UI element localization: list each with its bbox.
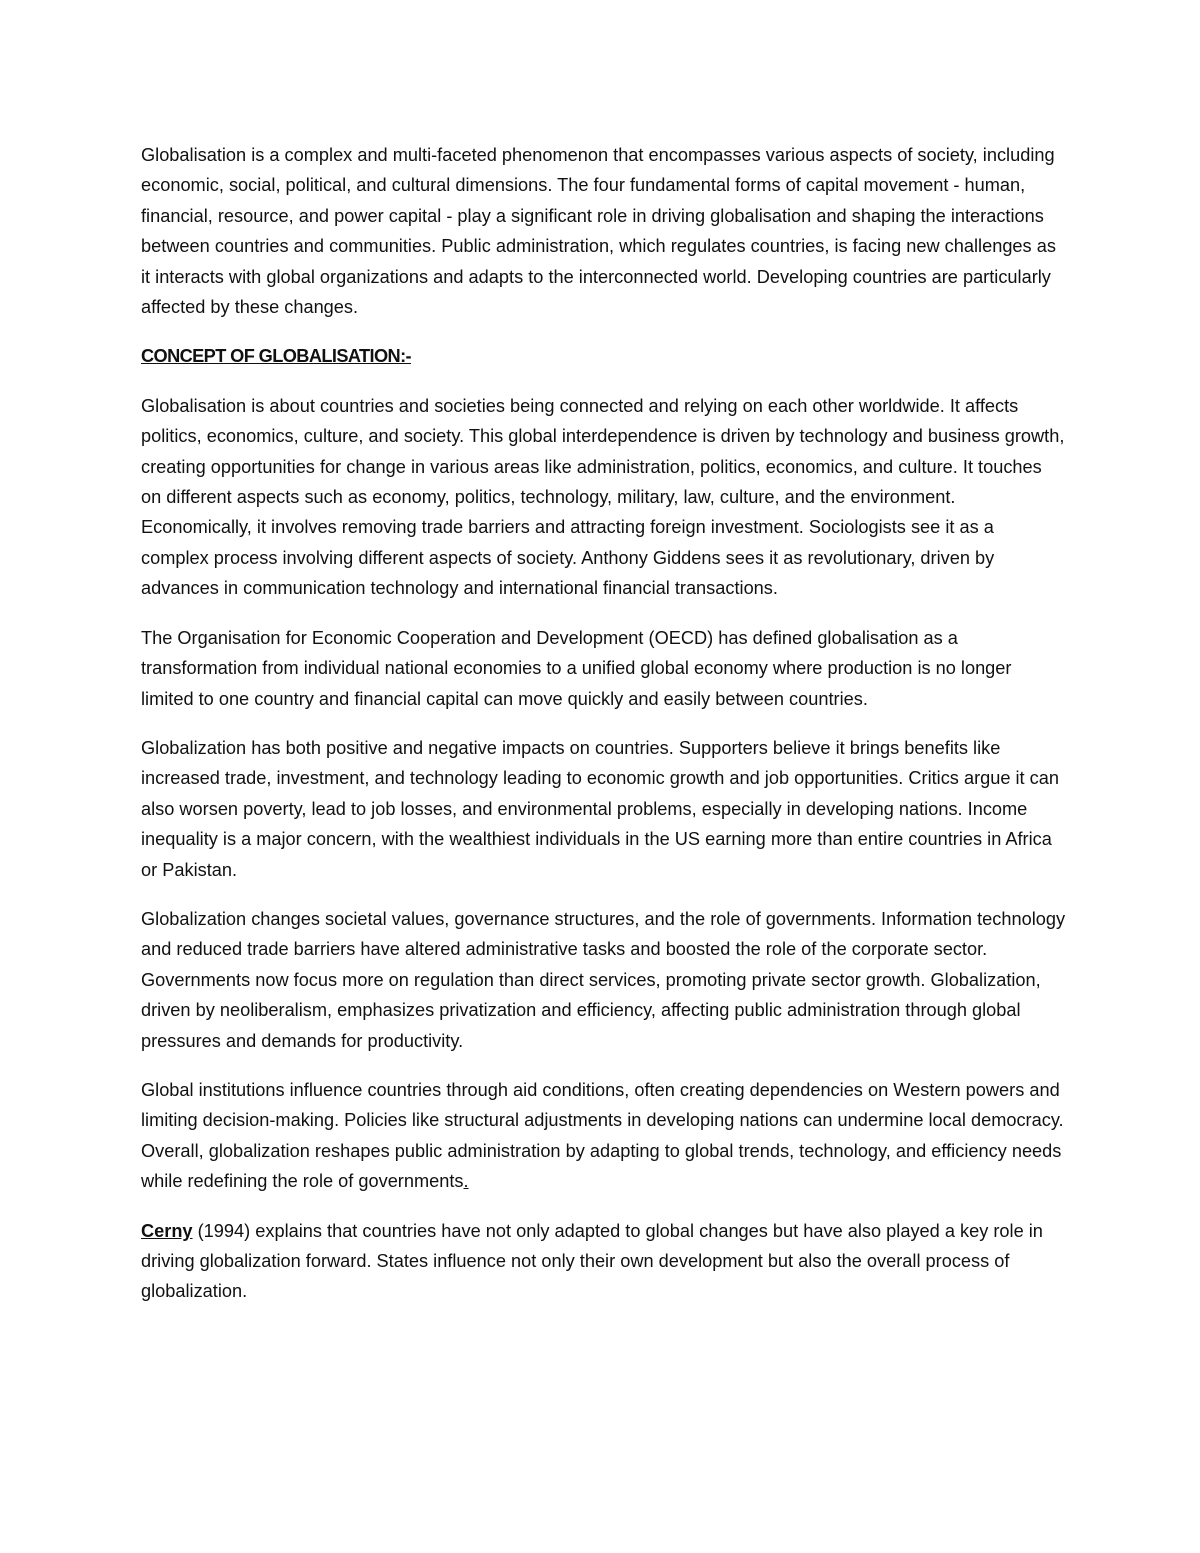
- institutions-text: Global institutions influence countries through aid conditions, often creating dependencies on Western powers and limiting decision-making. Policies like structural adjustments in developing nations can undermine local democracy. Overall, globalization reshapes public administration by adapting to global trends, technology, and efficiency needs while redefining the role of governments: [141, 1079, 1064, 1192]
- impacts-paragraph: Globalization has both positive and negative impacts on countries. Supporters believe it brings benefits like increased trade, investment, and technology leading to economic growth and job opportunities. Critics argue it can also worsen poverty, lead to job losses, and environmental problems, especially in developing nations. Income inequality is a major concern, with the wealthiest individuals in the US earning more than entire countries in Africa or Pakistan.: [141, 737, 1059, 880]
- oecd-paragraph: The Organisation for Economic Cooperation and Development (OECD) has defined globalisation as a transformation from individual national economies to a unified global economy where production is no longer limited to one country and financial capital can move quickly and easily between countries.: [141, 627, 1012, 709]
- cerny-author: Cerny: [141, 1220, 193, 1241]
- institutions-period: .: [463, 1171, 469, 1192]
- values-paragraph: Globalization changes societal values, governance structures, and the role of governments. Information technology and reduced trade barriers have altered administrative tasks and boosted the role of the corporate sector. Governments now focus more on regulation than direct services, promoting private sector growth. Globalization, driven by neoliberalism, emphasizes privatization and efficiency, affecting public administration through global pressures and demands for productivity.: [141, 908, 1066, 1051]
- cerny-text: (1994) explains that countries have not only adapted to global changes but have also played a key role in driving globalization forward. States influence not only their own development but also the overall process of globalization.: [141, 1220, 1043, 1302]
- document-page: [141, 140, 1066, 1326]
- section-heading: CONCEPT OF GLOBALISATION:-: [141, 346, 411, 367]
- concept-paragraph: Globalisation is about countries and societies being connected and relying on each other worldwide. It affects politics, economics, culture, and society. This global interdependence is driven by technology and business growth, creating opportunities for change in various areas like administration, politics, economics, and culture. It touches on different aspects such as economy, politics, technology, military, law, culture, and the environment. Economically, it involves removing trade barriers and attracting foreign investment. Sociologists see it as a complex process involving different aspects of society. Anthony Giddens sees it as revolutionary, driven by advances in communication technology and international financial transactions.: [141, 395, 1065, 599]
- cerny-paragraph: [141, 1216, 1066, 1307]
- intro-paragraph: Globalisation is a complex and multi-faceted phenomenon that encompasses various aspects of society, including economic, social, political, and cultural dimensions. The four fundamental forms of capital movement - human, financial, resource, and power capital - play a significant role in driving globalisation and shaping the interactions between countries and communities. Public administration, which regulates countries, is facing new challenges as it interacts with global organizations and adapts to the interconnected world. Developing countries are particularly affected by these changes.: [141, 145, 1056, 318]
- institutions-paragraph: [141, 1075, 1066, 1197]
